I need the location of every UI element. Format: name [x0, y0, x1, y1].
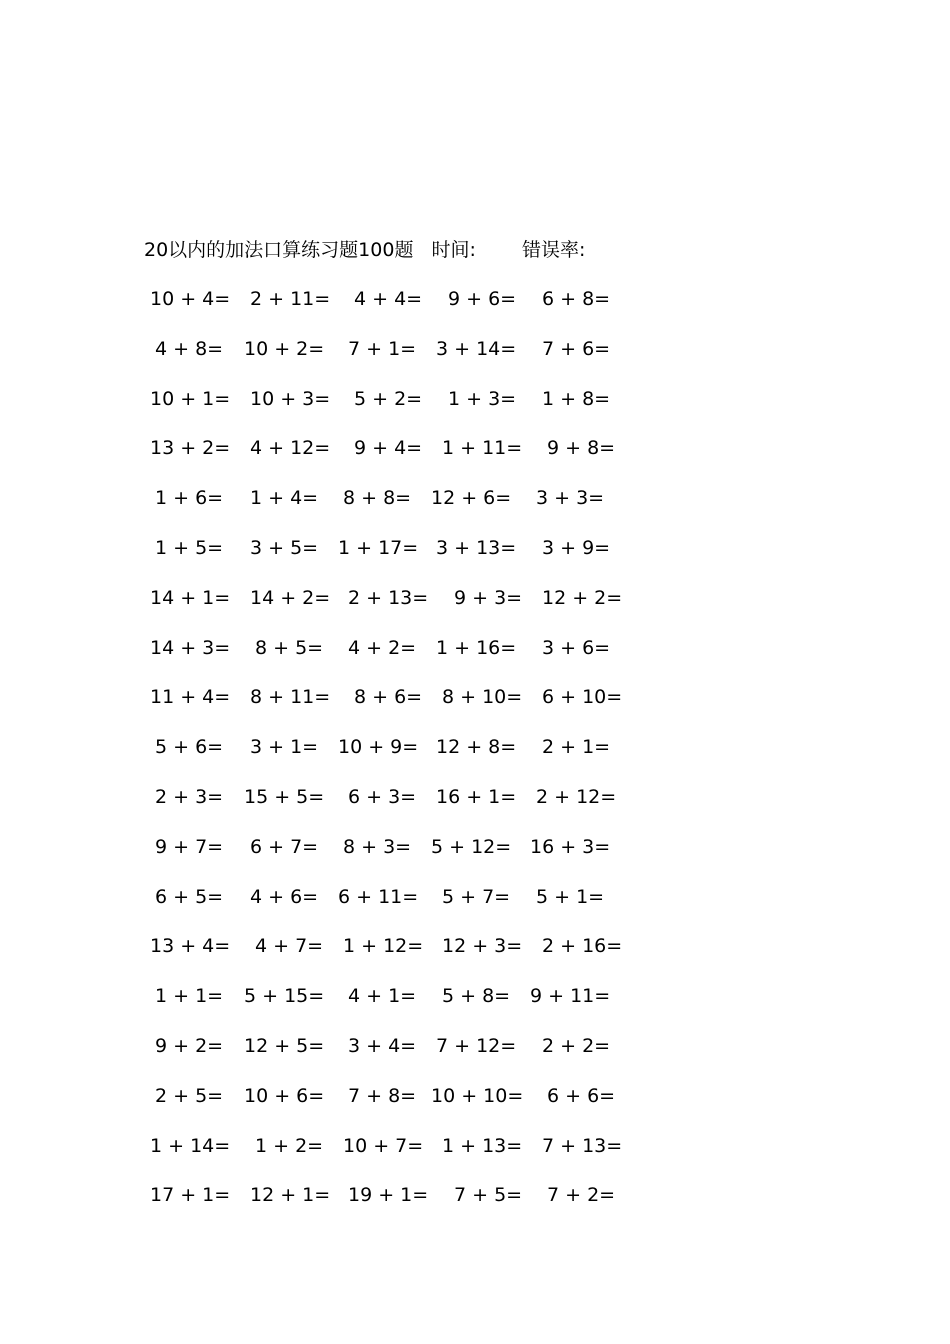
math-problem: 13 + 2=: [150, 437, 231, 459]
math-problem: 1 + 6=: [155, 487, 224, 509]
math-problem: 2 + 5=: [155, 1085, 224, 1107]
math-problem: 19 + 1=: [348, 1184, 429, 1206]
math-problem: 1 + 13=: [442, 1135, 523, 1157]
math-problem: 1 + 11=: [442, 437, 523, 459]
math-problem: 1 + 3=: [448, 388, 517, 410]
math-problem: 4 + 4=: [354, 288, 423, 310]
math-problem: 6 + 8=: [542, 288, 611, 310]
math-problem: 10 + 6=: [244, 1085, 325, 1107]
math-problem: 3 + 5=: [250, 537, 319, 559]
math-problem: 8 + 5=: [255, 637, 324, 659]
math-problem: 6 + 5=: [155, 886, 224, 908]
math-problem: 3 + 13=: [436, 537, 517, 559]
math-problem: 10 + 3=: [250, 388, 331, 410]
math-problem: 8 + 10=: [442, 686, 523, 708]
worksheet-title: 20以内的加法口算练习题100题: [144, 239, 414, 261]
math-problem: 5 + 6=: [155, 736, 224, 758]
math-problem: 4 + 7=: [255, 935, 324, 957]
math-problem: 2 + 11=: [250, 288, 331, 310]
math-problem: 1 + 17=: [338, 537, 419, 559]
math-problem: 7 + 6=: [542, 338, 611, 360]
math-problem: 9 + 8=: [547, 437, 616, 459]
math-problem: 1 + 2=: [255, 1135, 324, 1157]
math-problem: 4 + 2=: [348, 637, 417, 659]
math-problem: 10 + 7=: [343, 1135, 424, 1157]
math-problem: 11 + 4=: [150, 686, 231, 708]
math-problem: 2 + 13=: [348, 587, 429, 609]
math-problem: 6 + 10=: [542, 686, 623, 708]
math-problem: 1 + 16=: [436, 637, 517, 659]
math-problem: 5 + 1=: [536, 886, 605, 908]
math-problem: 7 + 13=: [542, 1135, 623, 1157]
math-problem: 9 + 3=: [454, 587, 523, 609]
math-problem: 2 + 1=: [542, 736, 611, 758]
math-problem: 12 + 1=: [250, 1184, 331, 1206]
math-problem: 7 + 8=: [348, 1085, 417, 1107]
math-problem: 12 + 8=: [436, 736, 517, 758]
math-problem: 12 + 5=: [244, 1035, 325, 1057]
math-problem: 14 + 2=: [250, 587, 331, 609]
math-problem: 5 + 12=: [431, 836, 512, 858]
math-problem: 9 + 11=: [530, 985, 611, 1007]
math-problem: 2 + 3=: [155, 786, 224, 808]
math-problem: 9 + 2=: [155, 1035, 224, 1057]
math-problem: 16 + 3=: [530, 836, 611, 858]
math-problem: 5 + 2=: [354, 388, 423, 410]
math-problem: 12 + 3=: [442, 935, 523, 957]
math-problem: 4 + 12=: [250, 437, 331, 459]
math-problem: 10 + 2=: [244, 338, 325, 360]
math-problem: 5 + 8=: [442, 985, 511, 1007]
math-problem: 7 + 5=: [454, 1184, 523, 1206]
math-problem: 6 + 11=: [338, 886, 419, 908]
math-problem: 14 + 3=: [150, 637, 231, 659]
math-problem: 8 + 11=: [250, 686, 331, 708]
math-problem: 3 + 1=: [250, 736, 319, 758]
math-problem: 10 + 9=: [338, 736, 419, 758]
math-problem: 10 + 1=: [150, 388, 231, 410]
math-problem: 3 + 3=: [536, 487, 605, 509]
math-problem: 8 + 8=: [343, 487, 412, 509]
error-rate-label: 错误率:: [521, 239, 586, 261]
math-problem: 3 + 6=: [542, 637, 611, 659]
math-problem: 4 + 8=: [155, 338, 224, 360]
math-problem: 13 + 4=: [150, 935, 231, 957]
math-problem: 3 + 14=: [436, 338, 517, 360]
math-problem: 3 + 9=: [542, 537, 611, 559]
math-problem: 1 + 8=: [542, 388, 611, 410]
math-problem: 10 + 10=: [431, 1085, 524, 1107]
math-problem: 4 + 6=: [250, 886, 319, 908]
math-problem: 7 + 2=: [547, 1184, 616, 1206]
math-problem: 6 + 6=: [547, 1085, 616, 1107]
math-problem: 1 + 4=: [250, 487, 319, 509]
math-problem: 2 + 2=: [542, 1035, 611, 1057]
math-problem: 5 + 7=: [442, 886, 511, 908]
math-problem: 14 + 1=: [150, 587, 231, 609]
time-label: 时间:: [431, 239, 476, 261]
math-problem: 2 + 16=: [542, 935, 623, 957]
math-problem: 5 + 15=: [244, 985, 325, 1007]
math-problem: 4 + 1=: [348, 985, 417, 1007]
math-problem: 7 + 12=: [436, 1035, 517, 1057]
math-problem: 16 + 1=: [436, 786, 517, 808]
math-problem: 9 + 4=: [354, 437, 423, 459]
math-problem: 12 + 6=: [431, 487, 512, 509]
math-problem: 1 + 14=: [150, 1135, 231, 1157]
math-problem: 12 + 2=: [542, 587, 623, 609]
math-problem: 1 + 12=: [343, 935, 424, 957]
math-problem: 6 + 7=: [250, 836, 319, 858]
math-problem: 6 + 3=: [348, 786, 417, 808]
math-problem: 2 + 12=: [536, 786, 617, 808]
math-problem: 9 + 6=: [448, 288, 517, 310]
math-problem: 9 + 7=: [155, 836, 224, 858]
math-problem: 10 + 4=: [150, 288, 231, 310]
math-problem: 15 + 5=: [244, 786, 325, 808]
math-problem: 8 + 3=: [343, 836, 412, 858]
math-problem: 3 + 4=: [348, 1035, 417, 1057]
math-problem: 7 + 1=: [348, 338, 417, 360]
math-problem: 1 + 1=: [155, 985, 224, 1007]
math-problem: 1 + 5=: [155, 537, 224, 559]
math-problem: 17 + 1=: [150, 1184, 231, 1206]
math-problem: 8 + 6=: [354, 686, 423, 708]
